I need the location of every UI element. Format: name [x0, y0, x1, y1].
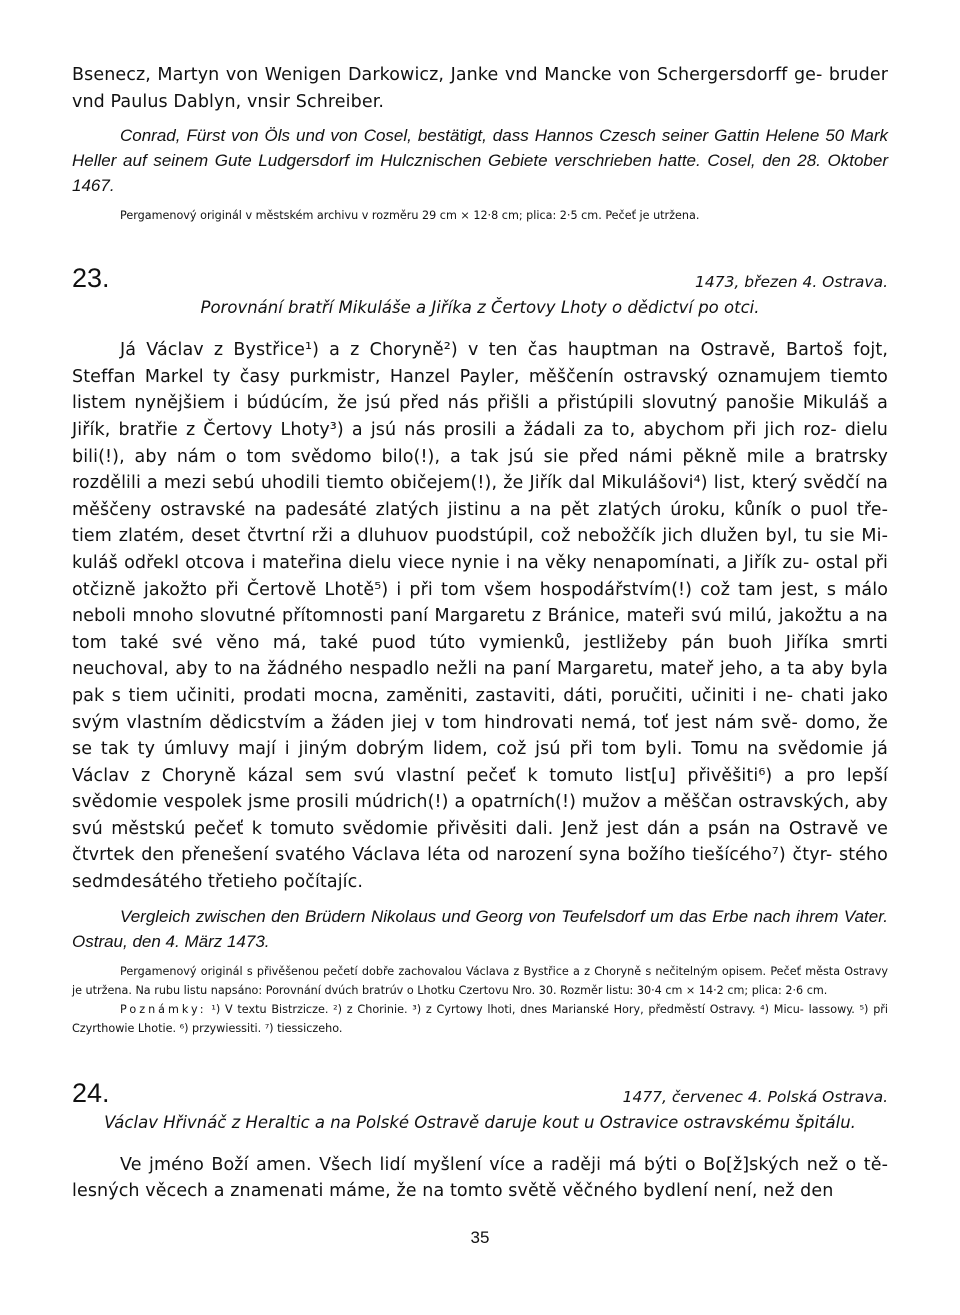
- doc23-german-summary: Vergleich zwischen den Brüdern Nikolaus und Georg von Teufelsdorf um das Erbe nach ihrem Vater. Ostrau, den 4. März 1473.: [72, 906, 888, 951]
- doc23-text: Já Václav z Bystřice¹) a z Choryně²) v ten čas hauptman na Ostravě, Bartoš fojt, Steffan Markel ty časy purkmistr, Hanzel Payler, měščenín ostravský oznamujem tiemto listem nynějšiem i búdúcím, že jsú před nás přišli a přistúpili slovutný panošie Mikuláš a Jiřík, bratřie z Čertovy Lhoty³) a jsú nás prosili a žádali za to, abychom při jich roz- dielu bili(!), aby nám o tom svědomo bilo(!), a tak jsú sie před námi pěkně mile a bratrsky rozdělili a mezi sebú uhodili tiemto običejem(!), že Jiřík dal Mikulášovi⁴) list, který svědčí na měščeny ostravské na padesáté zlatých jistinu a na pět zlatých úroku, kůník o puol tře- tiem zlatém, deset čtvrtní rži a dluhuov puodstúpil, což nebožčík jich dlužen byl, tu sie Mi- kuláš odřekl otcova i mateřina dielu viece nynie i na věky nenapomínati, a Jiřík zu- ostal při otčizně jakožto při Čertově Lhotě⁵) i při tom všem hospodářstvím(!) což tam jest, s málo neboli mnoho slovutné přítomnosti paní Margaretu z Bránice, mateři svú milú, jakožtu a na tom také své věno má, také puod túto vymienků, jestližeby pán buoh Jiříka smrti neuchoval, aby to na žádného nespadlo nežli na paní Margaretu, mateř jeho, a ta aby byla pak s tiem učiniti, prodati mocna, zaměniti, zastaviti, dáti, poručiti, učiniti i ne- chati jako svým vlastním dědicstvím a žáden jiej v tom hindrovati nemá, toť jest nám svě- domo, že se tak ty úmluvy mají i jiným dobrým lidem, což jsú při tom byli. Tomu na svědomie já Václav z Choryně kázal sem svú vlastní pečeť k tomuto list[u] přivěšiti⁶) a pro lepší svědomie vespolek jsme prosili múdrich(!) a opatrních(!) mužov a měščan ostravských, aby svú městskú pečeť k tomuto svědomie přivěsiti dali. Jenž jest dán a psán na Ostravě ve čtvrtek den přenešení svatého Václava léta od narození syna božího tiešícého⁷) čtyr- stého sedmdesátého třetieho počítajíc.: [72, 340, 888, 893]
- doc24-text: Ve jméno Boží amen. Všech lidí myšlení více a raději má býti o Bo[ž]ských než o tě- lesných věcech a znamenati máme, že na tomto světě věčného bydlení není, než den: [72, 1154, 888, 1202]
- doc24-title: Václav Hřivnáč z Heraltic a na Polské Ostravě daruje kout u Ostravice ostravskému špitálu.: [104, 1112, 856, 1132]
- doc23-footnotes: [72, 1000, 888, 1038]
- doc22-german-summary: Conrad, Fürst von Öls und von Cosel, bestätigt, dass Hannos Czesch seiner Gattin Helene 50 Mark Heller auf seinem Gute Ludgersdorf im Hulcznischen Gebiete verschrieben hatte. Cosel, den 28. Oktober 1467.: [72, 126, 888, 196]
- doc23-archival-note: Pergamenový originál s přivěšenou pečetí dobře zachovalou Václava z Bystřice a z Choryně s nečitelným opisem. Pečeť města Ostravy je utržena. Na rubu listu napsáno: Porovnání dvúch bratrúv o Lhotku Czertovu Nro. 30. Rozměr listu: 30·4 cm ⨯ 14·2 cm; plica: 2·6 cm.: [72, 964, 888, 997]
- doc23-date: 1473, březen 4. Ostrava.: [694, 273, 888, 292]
- footnotes-label: Poznámky:: [120, 1002, 207, 1016]
- document-page: [72, 62, 888, 1205]
- doc23-number: 23.: [72, 263, 110, 294]
- doc24-date: 1477, červenec 4. Polská Ostrava.: [622, 1087, 888, 1106]
- doc23-header: [72, 263, 888, 293]
- footnotes-text: ¹) V textu Bistrzicze. ²) z Chorinie. ³) z Cyrtowy lhoti, dnes Marianské Hory, předměstí Ostravy. ⁴) Micu- lassowy. ⁵) při Czyrthowie Lhotie. ⁶) przywiessiti. ⁷) tiessiczeho.: [72, 1002, 889, 1035]
- doc24-number: 24.: [72, 1077, 110, 1108]
- page-number: 35: [470, 1228, 490, 1247]
- doc22-archival-note: Pergamenový originál v městském archivu v rozměru 29 cm ⨯ 12·8 cm; plica: 2·5 cm. Pečeť je utržena.: [120, 209, 700, 223]
- continuation-text: Bsenecz, Martyn von Wenigen Darkowicz, Janke vnd Mancke von Schergersdorff ge- bruder vnd Paulus Dablyn, vnsir Schreiber.: [72, 65, 888, 112]
- doc24-header: [72, 1078, 888, 1108]
- doc23-title: Porovnání bratří Mikuláše a Jiříka z Čertovy Lhoty o dědictví po otci.: [200, 298, 760, 318]
